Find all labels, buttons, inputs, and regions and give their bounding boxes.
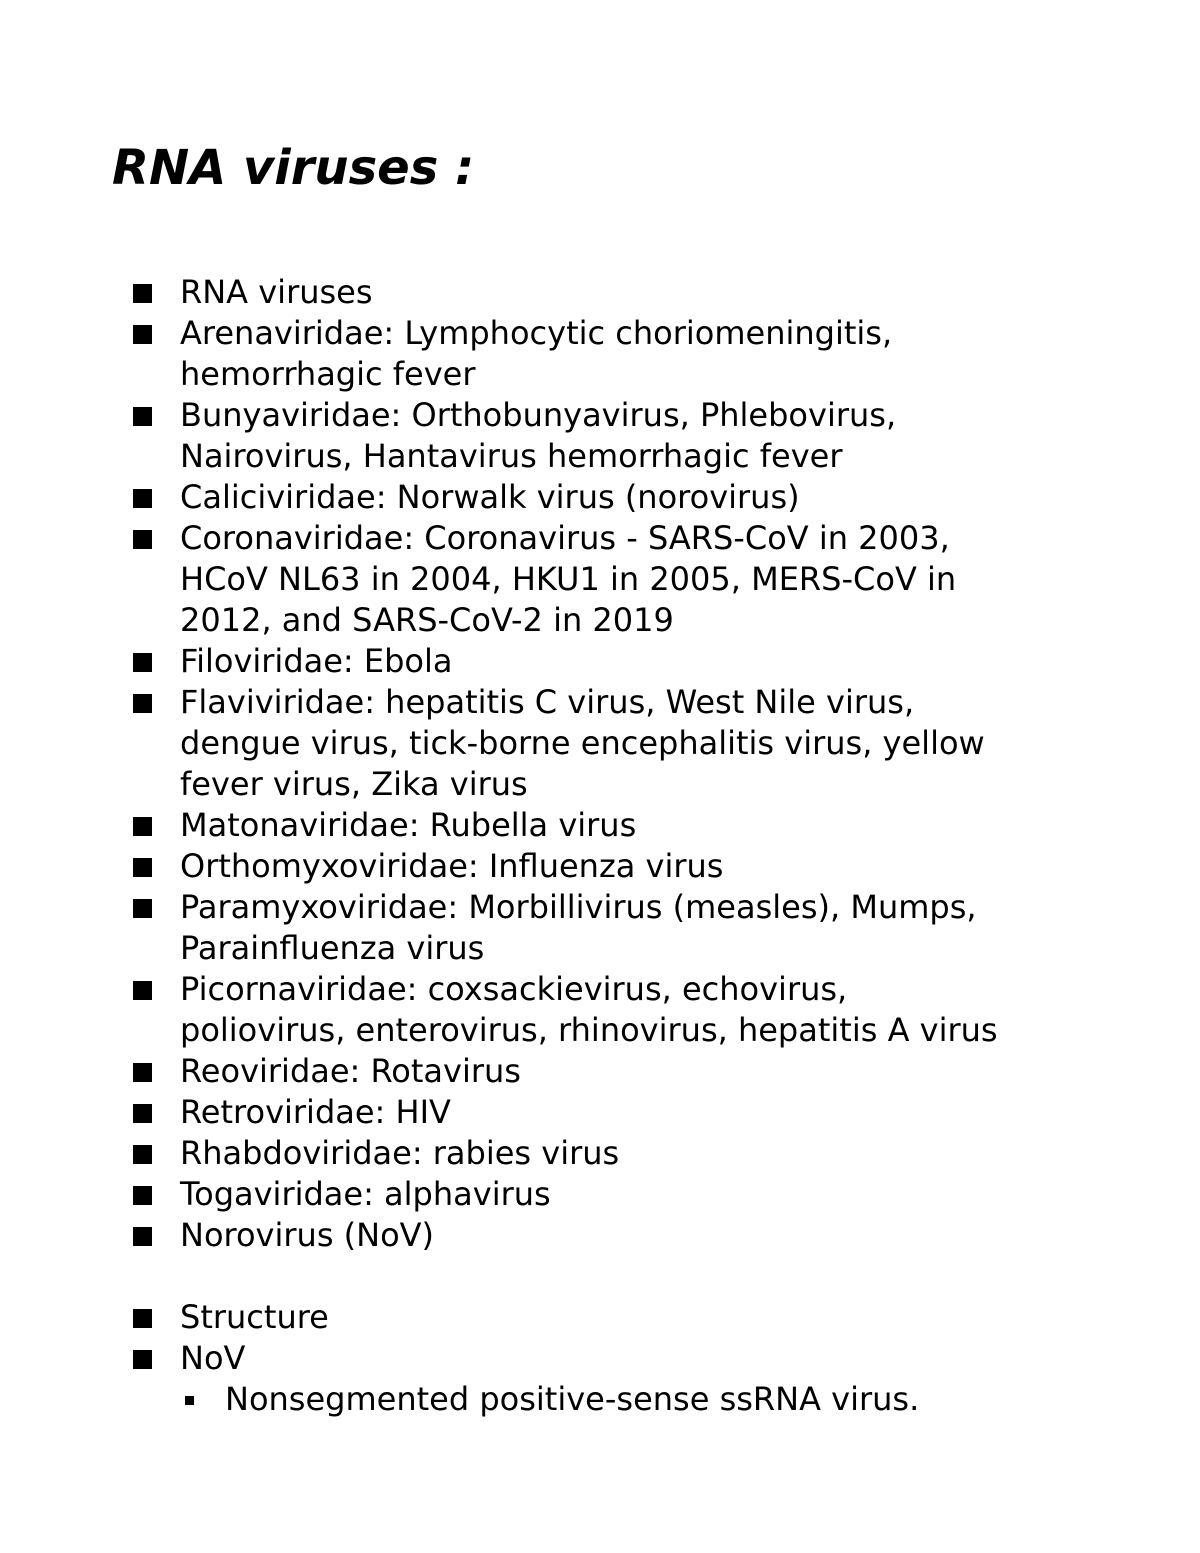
list-item xyxy=(0,641,1100,682)
list-item-text: Arenaviridae: Lymphocytic choriomeningitis, xyxy=(180,314,893,352)
square-bullet-icon xyxy=(133,1227,152,1246)
list-item xyxy=(0,1092,1100,1133)
square-bullet-icon xyxy=(133,1063,152,1082)
list-item xyxy=(0,272,1100,313)
list-item-text: poliovirus, enterovirus, rhinovirus, hepatitis A virus xyxy=(180,1011,998,1049)
list-item-text: Caliciviridae: Norwalk virus (norovirus) xyxy=(180,478,800,516)
list-item xyxy=(0,313,1100,395)
sub-list-item xyxy=(0,1379,1100,1420)
square-bullet-icon xyxy=(133,530,152,549)
square-bullet-icon xyxy=(133,1145,152,1164)
list-item-text: dengue virus, tick-borne encephalitis virus, yellow xyxy=(180,724,985,762)
square-bullet-icon xyxy=(133,325,152,344)
list-item xyxy=(0,846,1100,887)
list-item-text: Orthomyxoviridae: Influenza virus xyxy=(180,847,724,885)
list-item-text: Parainfluenza virus xyxy=(180,929,485,967)
square-bullet-icon xyxy=(133,817,152,836)
square-bullet-icon xyxy=(133,653,152,672)
list-item-text: HCoV NL63 in 2004, HKU1 in 2005, MERS-CoV in xyxy=(180,560,957,598)
square-bullet-icon xyxy=(133,858,152,877)
square-bullet-icon xyxy=(133,899,152,918)
square-bullet-icon xyxy=(133,489,152,508)
list-item xyxy=(0,395,1100,477)
square-bullet-icon xyxy=(133,694,152,713)
small-square-bullet-icon xyxy=(185,1396,194,1405)
list-item-text: Norovirus (NoV) xyxy=(180,1216,435,1254)
square-bullet-icon xyxy=(133,981,152,1000)
list-item xyxy=(0,682,1100,805)
list-item xyxy=(0,1297,1100,1338)
list-item xyxy=(0,1215,1100,1256)
list-item-text: Picornaviridae: coxsackievirus, echovirus, xyxy=(180,970,848,1008)
list-item-text: Retroviridae: HIV xyxy=(180,1093,451,1131)
list-item xyxy=(0,477,1100,518)
square-bullet-icon xyxy=(133,1350,152,1369)
list-item-text: Coronaviridae: Coronavirus - SARS-CoV in 2003, xyxy=(180,519,950,557)
list-item xyxy=(0,805,1100,846)
square-bullet-icon xyxy=(133,407,152,426)
list-item-text: NoV xyxy=(180,1339,246,1377)
list-item-text: Reoviridae: Rotavirus xyxy=(180,1052,521,1090)
list-item xyxy=(0,1133,1100,1174)
square-bullet-icon xyxy=(133,1309,152,1328)
list-item xyxy=(0,1338,1100,1379)
list-item-text: fever virus, Zika virus xyxy=(180,765,528,803)
list-item xyxy=(0,1174,1100,1215)
list-item xyxy=(0,1051,1100,1092)
virus-list xyxy=(0,272,1100,1420)
list-spacer xyxy=(0,1256,1100,1297)
list-item-text: Matonaviridae: Rubella virus xyxy=(180,806,637,844)
sub-list-item-text: Nonsegmented positive-sense ssRNA virus. xyxy=(225,1380,920,1418)
list-item-text: 2012, and SARS-CoV-2 in 2019 xyxy=(180,601,674,639)
list-item-text: Nairovirus, Hantavirus hemorrhagic fever xyxy=(180,437,843,475)
list-item-text: Paramyxoviridae: Morbillivirus (measles), Mumps, xyxy=(180,888,977,926)
list-item-text: Togaviridae: alphavirus xyxy=(180,1175,551,1213)
square-bullet-icon xyxy=(133,284,152,303)
list-item-text: Structure xyxy=(180,1298,329,1336)
square-bullet-icon xyxy=(133,1186,152,1205)
list-item-text: RNA viruses xyxy=(180,273,373,311)
page-title: RNA viruses : xyxy=(112,140,475,196)
list-item xyxy=(0,969,1100,1051)
square-bullet-icon xyxy=(133,1104,152,1123)
list-item-text: hemorrhagic fever xyxy=(180,355,476,393)
list-item-text: Flaviviridae: hepatitis C virus, West Nile virus, xyxy=(180,683,915,721)
list-item-text: Bunyaviridae: Orthobunyavirus, Phlebovirus, xyxy=(180,396,897,434)
list-item xyxy=(0,518,1100,641)
list-item-text: Rhabdoviridae: rabies virus xyxy=(180,1134,620,1172)
list-item xyxy=(0,887,1100,969)
list-item-text: Filoviridae: Ebola xyxy=(180,642,453,680)
